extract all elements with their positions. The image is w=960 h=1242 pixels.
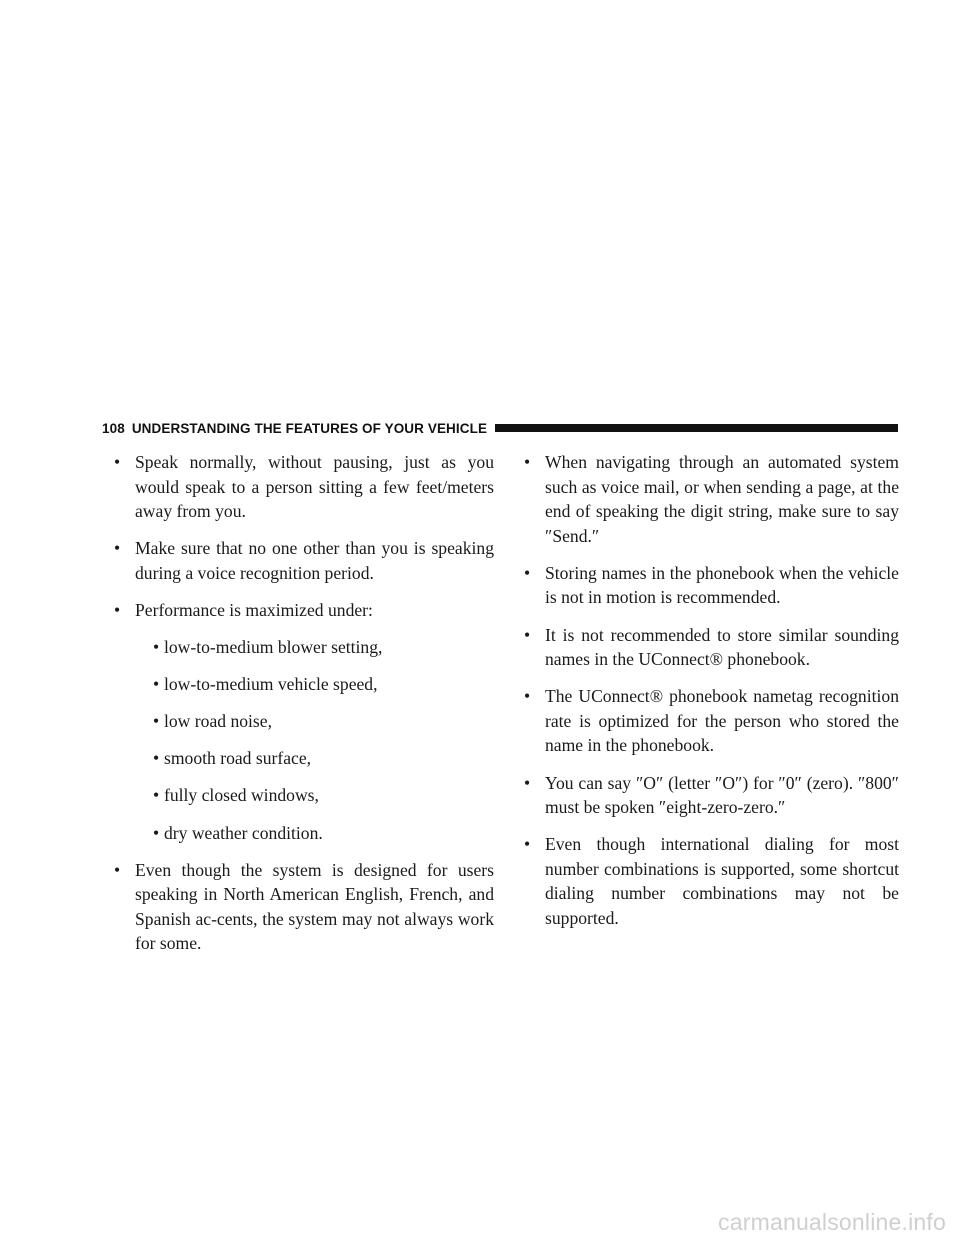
performance-sub-list	[135, 635, 494, 845]
left-column	[112, 450, 494, 969]
bullet-letter-o-zero: • You can say ″O″ (letter ″O″) for ″0″ (zero). ″800″ must be spoken ″eight-zero-zero.″	[522, 771, 899, 820]
sub-bullet-blower: • low-to-medium blower setting,	[153, 635, 494, 660]
sub-bullet-road-noise: • low road noise,	[153, 709, 494, 734]
sub-bullet-weather: • dry weather condition.	[153, 821, 494, 846]
bullet-language-support: • Even though the system is designed for users speaking in North American English, French, and Spanish ac-cents, the system may not always work for some.	[112, 858, 494, 956]
right-bullet-list	[522, 450, 899, 931]
page-number: 108	[102, 420, 125, 436]
right-column	[522, 450, 899, 943]
sub-bullet-road-surface: • smooth road surface,	[153, 746, 494, 771]
page-header	[102, 420, 898, 436]
header-rule	[495, 424, 898, 432]
bullet-similar-names: • It is not recommended to store similar sounding names in the UConnect® phonebook.	[522, 623, 899, 672]
bullet-speak-normally: • Speak normally, without pausing, just as you would speak to a person sitting a few feet/meters away from you.	[112, 450, 494, 524]
sub-bullet-vehicle-speed: • low-to-medium vehicle speed,	[153, 672, 494, 697]
bullet-storing-names: • Storing names in the phonebook when the vehicle is not in motion is recommended.	[522, 561, 899, 610]
bullet-no-one-else-speaking: • Make sure that no one other than you is speaking during a voice recognition period.	[112, 536, 494, 585]
site-watermark: carmanualsonline.info	[718, 1209, 946, 1235]
header-text	[102, 421, 487, 436]
performance-label: Performance is maximized under:	[135, 599, 373, 620]
section-title: UNDERSTANDING THE FEATURES OF YOUR VEHICLE	[131, 420, 488, 436]
bullet-nametag-recognition: • The UConnect® phonebook nametag recognition rate is optimized for the person who stored the name in the phonebook.	[522, 684, 899, 758]
bullet-performance-maximized	[112, 598, 494, 845]
bullet-international-dialing: • Even though international dialing for most number combinations is supported, some shortcut dialing number combinations may not be supported.	[522, 832, 899, 930]
left-bullet-list	[112, 450, 494, 956]
bullet-automated-system: • When navigating through an automated system such as voice mail, or when sending a page, at the end of speaking the digit string, make sure to say ″Send.″	[522, 450, 899, 548]
sub-bullet-windows: • fully closed windows,	[153, 783, 494, 808]
